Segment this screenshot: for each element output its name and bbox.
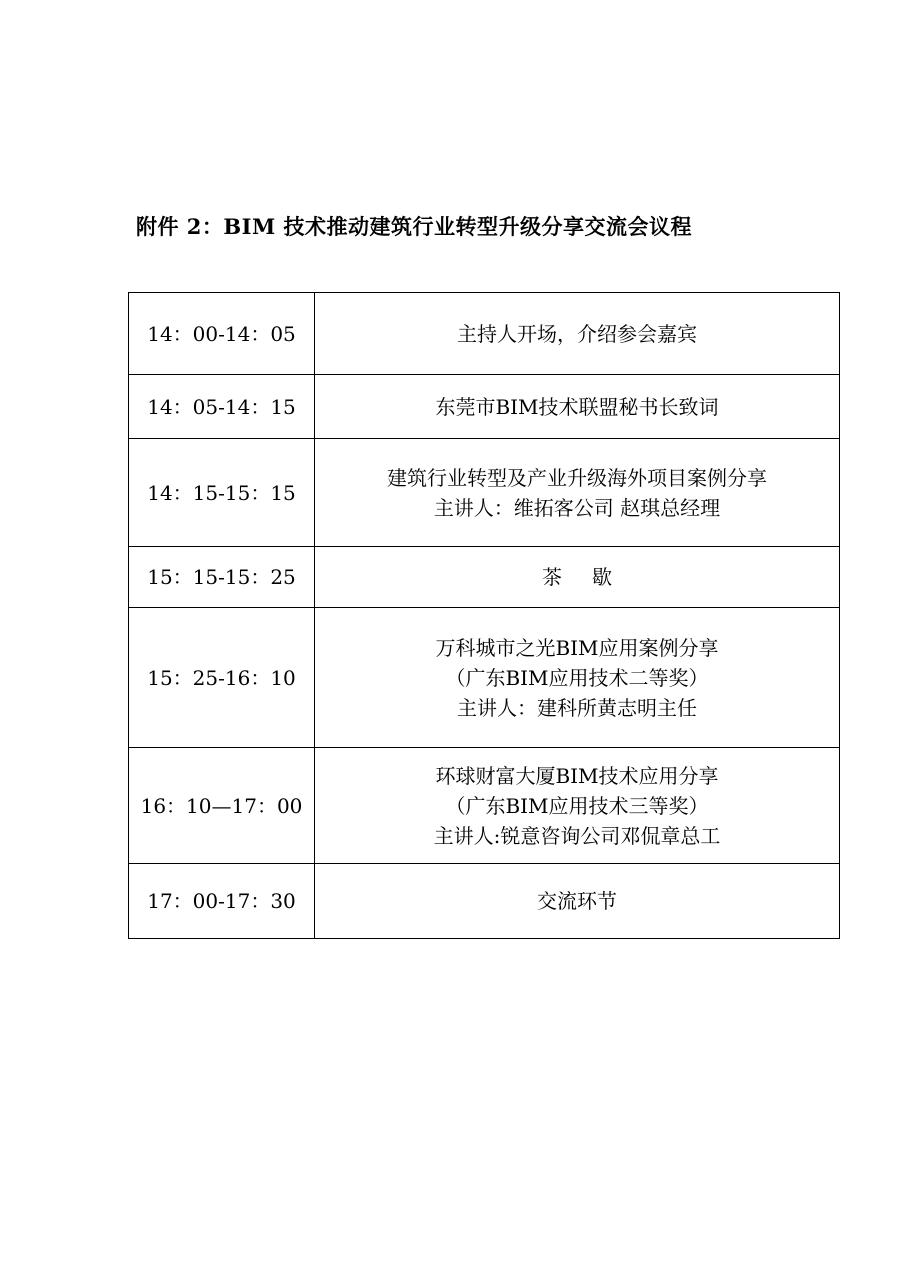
agenda-content-line: （广东BIM应用技术三等奖） xyxy=(445,793,709,818)
agenda-row xyxy=(129,748,840,864)
agenda-row xyxy=(129,608,840,748)
agenda-content-line: 茶歇 xyxy=(542,565,642,589)
agenda-content-line: 交流环节 xyxy=(537,889,617,913)
agenda-content xyxy=(315,748,840,864)
agenda-time: 15：15-15：25 xyxy=(129,547,315,608)
agenda-content xyxy=(315,375,840,439)
agenda-content xyxy=(315,439,840,547)
agenda-time: 15：25-16：10 xyxy=(129,608,315,748)
agenda-table xyxy=(128,292,840,939)
agenda-content xyxy=(315,547,840,608)
agenda-content-line: 东莞市BIM技术联盟秘书长致词 xyxy=(435,394,719,419)
agenda-content-line: （广东BIM应用技术二等奖） xyxy=(445,665,709,690)
agenda-time: 16：10—17：00 xyxy=(129,748,315,864)
agenda-content-line: 主讲人：维拓客公司 赵琪总经理 xyxy=(433,495,721,520)
agenda-content-line: 主讲人:锐意咨询公司邓侃章总工 xyxy=(433,823,721,848)
agenda-row xyxy=(129,375,840,439)
agenda-content xyxy=(315,293,840,375)
agenda-content-line: 环球财富大厦BIM技术应用分享 xyxy=(435,763,719,788)
agenda-content-line: 主持人开场，介绍参会嘉宾 xyxy=(457,321,697,346)
agenda-content-line: 建筑行业转型及产业升级海外项目案例分享 xyxy=(387,465,767,490)
agenda-content xyxy=(315,608,840,748)
agenda-time: 14：15-15：15 xyxy=(129,439,315,547)
agenda-time: 14：00-14：05 xyxy=(129,293,315,375)
agenda-time: 14：05-14：15 xyxy=(129,375,315,439)
agenda-content-line: 主讲人：建科所黄志明主任 xyxy=(457,695,697,720)
agenda-row xyxy=(129,864,840,939)
agenda-row xyxy=(129,547,840,608)
agenda-row xyxy=(129,293,840,375)
agenda-time: 17：00-17：30 xyxy=(129,864,315,939)
agenda-row xyxy=(129,439,840,547)
document-title: 附件 2：BIM 技术推动建筑行业转型升级分享交流会议程 xyxy=(136,214,693,239)
agenda-content-line: 万科城市之光BIM应用案例分享 xyxy=(435,635,719,660)
agenda-content xyxy=(315,864,840,939)
